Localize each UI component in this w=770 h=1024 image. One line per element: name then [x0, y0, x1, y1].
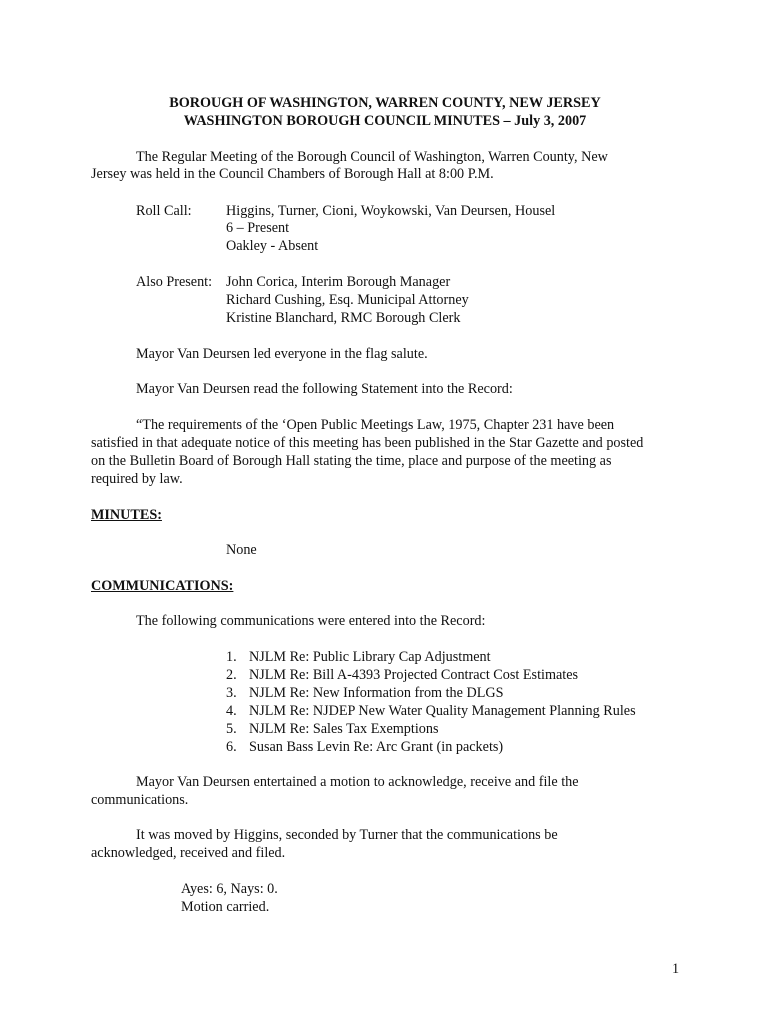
motion-result: Motion carried. [181, 899, 270, 915]
roll-call-present: 6 – Present [226, 220, 290, 236]
roll-call-absent: Oakley - Absent [226, 238, 319, 254]
intro-paragraph-line-1: The Regular Meeting of the Borough Council of Washington, Warren County, New [136, 149, 608, 165]
list-item-text: NJLM Re: New Information from the DLGS [249, 685, 504, 701]
also-present-person: Kristine Blanchard, RMC Borough Clerk [226, 310, 461, 326]
statement-line-1: “The requirements of the ‘Open Public Meetings Law, 1975, Chapter 231 have been [136, 417, 615, 433]
statement-line-3: on the Bulletin Board of Borough Hall stating the time, place and purpose of the meeting as [91, 453, 612, 469]
communications-heading: COMMUNICATIONS: [91, 578, 234, 594]
list-item-number: 1. [226, 649, 237, 665]
list-item-number: 3. [226, 685, 237, 701]
statement-line-4: required by law. [91, 471, 183, 487]
roll-call-label: Roll Call: [136, 203, 192, 219]
list-item-text: NJLM Re: NJDEP New Water Quality Management Planning Rules [249, 703, 636, 719]
list-item-text: NJLM Re: Sales Tax Exemptions [249, 721, 439, 737]
statement-line-2: satisfied in that adequate notice of this meeting has been published in the Star Gazette and posted [91, 435, 644, 451]
list-item-number: 6. [226, 739, 237, 755]
motion-paragraph-line-1: Mayor Van Deursen entertained a motion to acknowledge, receive and file the [136, 774, 579, 790]
also-present-person: Richard Cushing, Esq. Municipal Attorney [226, 292, 469, 308]
list-item-text: Susan Bass Levin Re: Arc Grant (in packets) [249, 739, 504, 755]
moved-paragraph-line-1: It was moved by Higgins, seconded by Turner that the communications be [136, 827, 558, 843]
communications-intro: The following communications were entered into the Record: [136, 613, 486, 629]
list-item-number: 4. [226, 703, 237, 719]
motion-paragraph-line-2: communications. [91, 792, 189, 808]
list-item-text: NJLM Re: Public Library Cap Adjustment [249, 649, 491, 665]
list-item-number: 2. [226, 667, 237, 683]
document-title-line-1: BOROUGH OF WASHINGTON, WARREN COUNTY, NEW JERSEY [169, 95, 601, 111]
minutes-heading: MINUTES: [91, 507, 162, 523]
statement-intro-text: Mayor Van Deursen read the following Statement into the Record: [136, 381, 513, 397]
flag-salute-text: Mayor Van Deursen led everyone in the flag salute. [136, 346, 428, 362]
page-number: 1 [672, 961, 680, 977]
also-present-label: Also Present: [136, 274, 213, 290]
moved-paragraph-line-2: acknowledged, received and filed. [91, 845, 286, 861]
vote-result: Ayes: 6, Nays: 0. [181, 881, 278, 897]
document-title-line-2: WASHINGTON BOROUGH COUNCIL MINUTES – July 3, 2007 [183, 113, 587, 129]
intro-paragraph-line-2: Jersey was held in the Council Chambers of Borough Hall at 8:00 P.M. [91, 166, 494, 182]
list-item-number: 5. [226, 721, 237, 737]
roll-call-members: Higgins, Turner, Cioni, Woykowski, Van Deursen, Housel [226, 203, 556, 219]
list-item-text: NJLM Re: Bill A-4393 Projected Contract Cost Estimates [249, 667, 579, 683]
also-present-person: John Corica, Interim Borough Manager [226, 274, 451, 290]
minutes-value: None [226, 542, 257, 558]
